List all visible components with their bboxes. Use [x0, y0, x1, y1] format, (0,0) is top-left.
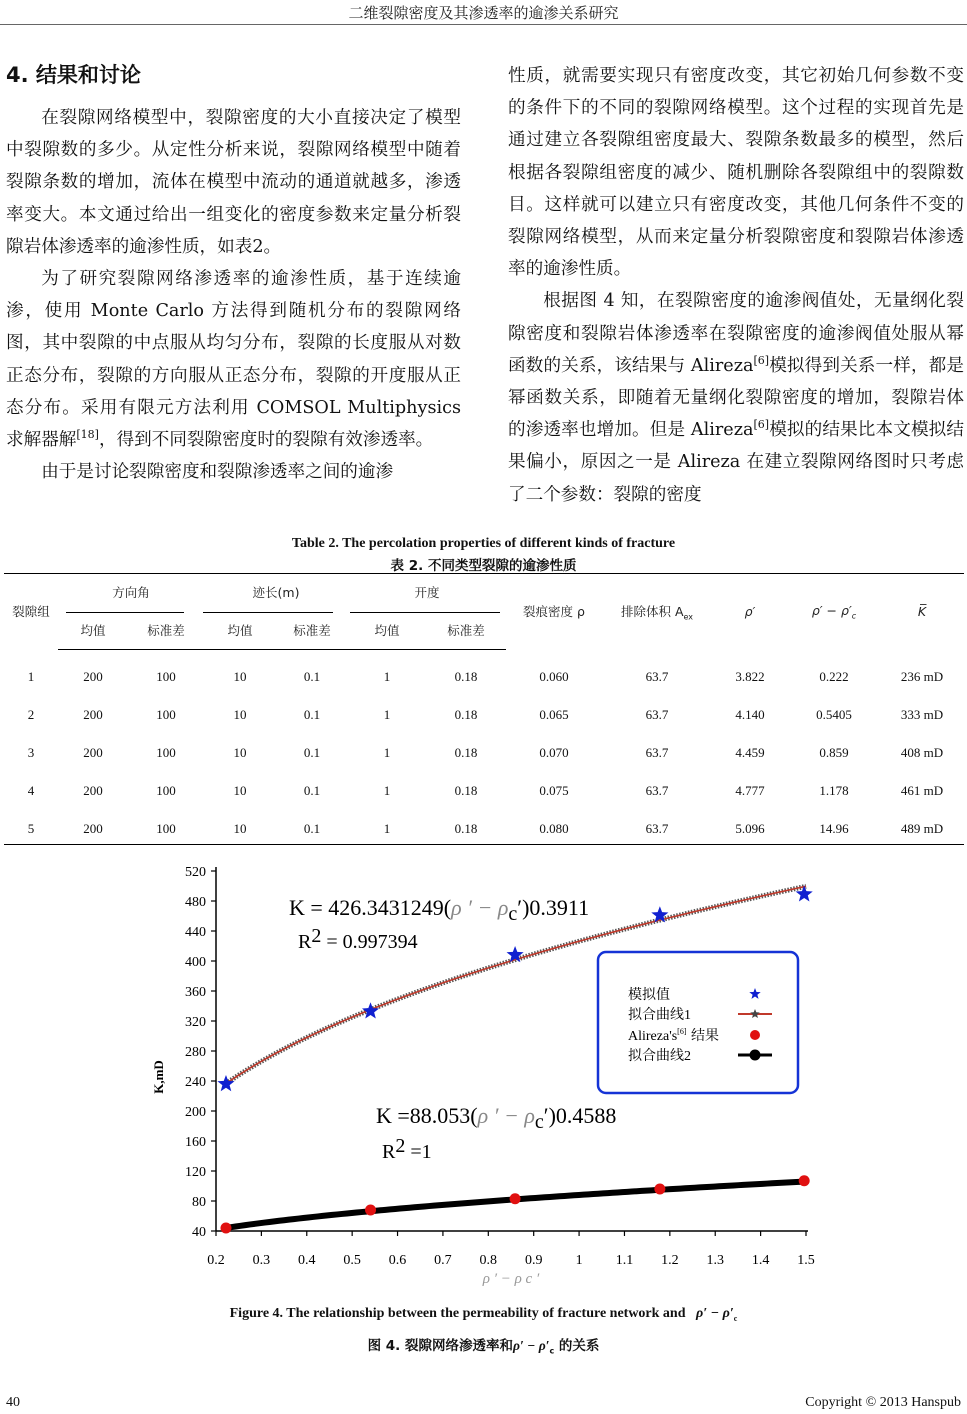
permeability-chart — [0, 855, 967, 1295]
table-cell: 4 — [27, 783, 35, 798]
table-cell: 0.1 — [303, 707, 321, 722]
y-tick-label: 520 — [185, 865, 206, 880]
equation-1-suffix: ′)0.3911 — [517, 895, 590, 920]
table-row — [4, 810, 964, 848]
y-axis-label: K,mD — [151, 1060, 166, 1094]
chart-legend — [598, 952, 798, 1093]
left-paragraph-2-text-b: ，得到不同裂隙密度时的裂隙有效渗透率。 — [98, 430, 434, 451]
table-cell: 4.777 — [735, 783, 765, 798]
table-cell: 200 — [83, 821, 103, 836]
table-caption-en: Table 2. The percolation properties of different kinds of fracture — [291, 536, 676, 551]
table-cell: 1 — [383, 669, 391, 684]
x-tick-label: 1.3 — [706, 1253, 724, 1268]
right-paragraph-2 — [508, 285, 964, 510]
header-orientation: 方向角 — [112, 585, 150, 600]
legend-label-simulated: 模拟值 — [628, 988, 670, 1003]
figure-caption-en-expr: ρ′ − ρ′ — [696, 1306, 734, 1321]
alireza-point — [510, 1193, 521, 1204]
header-mean: 均值 — [58, 611, 128, 650]
figure-caption-en-sub: c — [733, 1313, 738, 1323]
table-cell: 0.222 — [819, 668, 849, 684]
table-cell: 100 — [156, 821, 176, 836]
table-cell: 1 — [383, 745, 391, 760]
running-head: 二维裂隙密度及其渗透率的逾渗关系研究 — [348, 4, 619, 22]
table-cell: 333 mD — [900, 707, 944, 722]
table-row — [4, 772, 964, 810]
table-cell: 200 — [83, 745, 103, 760]
table-cell: 5 — [27, 821, 35, 836]
figure-caption-zh-text-b: 的关系 — [554, 1338, 600, 1354]
fit-curve-2 — [226, 1181, 806, 1227]
figure-caption-zh-expr: ρ′ − ρ′ — [513, 1338, 550, 1353]
figure-caption-zh-sub: c — [549, 1346, 555, 1356]
left-paragraph-2-text-a: 为了研究裂隙网络渗透率的逾渗性质，基于连续逾渗，使用 Monte Carlo 方法得到随机分布的裂隙网络图，其中裂隙的中点服从均匀分布，裂隙的长度服从对数正态分布，裂隙的方向服从正态分布，裂隙的开度服从正态分布。采用有限元方法利用 COMSOL Multiphysics 求解器解 — [6, 269, 461, 451]
equation-2-greek: ρ ′ − ρ — [477, 1103, 535, 1128]
x-tick-label: 0.4 — [298, 1253, 316, 1268]
y-tick-label: 480 — [185, 895, 206, 910]
r2-2-r: R — [382, 1141, 396, 1163]
header-excluded-volume — [602, 573, 712, 650]
y-tick-label: 120 — [185, 1165, 206, 1180]
y-tick-label: 200 — [185, 1105, 206, 1120]
table-cell: 63.7 — [645, 821, 669, 836]
equation-1-sub: c — [508, 903, 518, 925]
header-rule — [0, 24, 967, 25]
legend-label-alireza — [628, 1027, 719, 1044]
data-table — [4, 573, 964, 848]
x-tick-label: 0.9 — [524, 1253, 543, 1268]
left-paragraph-2 — [6, 263, 461, 456]
table-cell: 0.18 — [454, 783, 478, 798]
table-cell: 0.18 — [454, 669, 478, 684]
x-tick-label: 0.8 — [479, 1253, 498, 1268]
equation-2 — [376, 1103, 616, 1133]
equation-2-sub: c — [534, 1111, 544, 1133]
simulated-point — [217, 1075, 234, 1091]
table-cell: 2 — [27, 707, 35, 722]
table-cell: 100 — [156, 707, 176, 722]
table-cell: 100 — [156, 745, 176, 760]
figure-caption-zh-text-a: 图 4. 裂隙网络渗透率和 — [367, 1338, 514, 1354]
header-rho-prime: ρ′ — [744, 603, 756, 619]
table-cell: 0.065 — [539, 707, 569, 722]
table-cell: 0.18 — [454, 745, 478, 760]
table-cell: 200 — [83, 783, 103, 798]
table-cell: 4.459 — [735, 745, 765, 760]
r2-1-sup: 2 — [311, 925, 322, 947]
table-cell: 10 — [233, 821, 247, 836]
table-cell: 0.1 — [303, 821, 321, 836]
legend-marker-fit-2-dot — [750, 1050, 761, 1061]
table-cell: 0.859 — [819, 745, 849, 760]
y-tick-label: 280 — [185, 1045, 206, 1060]
x-tick-label: 0.2 — [207, 1253, 225, 1268]
right-paragraph-1: 性质，就需要实现只有密度改变，其它初始几何参数不变的条件下的不同的裂隙网络模型。这个过程的实现首先是通过建立各裂隙组密度最大、裂隙条数最多的模型，然后根据各裂隙组密度的减少、随机删除各裂隙组中的裂隙数目。这样就可以建立只有密度改变，其他几何条件不变的裂隙网络模型，从而来定量分析裂隙密度和裂隙岩体渗透率的逾渗性质。 — [508, 66, 964, 280]
left-column — [6, 60, 461, 488]
citation-6-a: [6] — [753, 353, 770, 367]
y-tick-label: 240 — [185, 1075, 206, 1090]
citation-18: [18] — [76, 428, 99, 442]
equation-1 — [289, 895, 589, 925]
table-cell: 200 — [83, 669, 103, 684]
table-cell: 0.1 — [303, 745, 321, 760]
x-tick-label: 1.5 — [797, 1253, 815, 1268]
table-cell: 63.7 — [645, 668, 669, 684]
y-tick-label: 440 — [185, 925, 206, 940]
alireza-point — [220, 1223, 231, 1234]
y-tick-label: 320 — [185, 1015, 206, 1030]
table-row — [4, 734, 964, 772]
table-cell: 5.096 — [735, 821, 765, 836]
x-tick-label: 1 — [575, 1253, 583, 1268]
table-cell: 1 — [383, 783, 391, 798]
right-paragraph-2-text-a: 根据图 4 知，在裂隙密度的逾渗阀值处，无量纲化裂隙密度和裂隙岩体渗透率在裂隙密度的逾渗阀值处服从幂函数的关系，该结果与 Alireza — [508, 291, 964, 376]
table-cell: 1 — [27, 668, 35, 684]
table-cell: 63.7 — [645, 745, 669, 760]
simulated-point — [362, 1002, 379, 1018]
legend-marker-alireza — [750, 1030, 760, 1040]
table-cell: 1.178 — [819, 783, 849, 798]
table-cell: 0.18 — [454, 707, 478, 722]
table-cell: 0.060 — [539, 668, 569, 684]
table-row — [4, 696, 964, 734]
header-rho-diff-sub: c — [851, 611, 857, 620]
table-cell: 10 — [233, 783, 247, 798]
citation-6-b: [6] — [753, 418, 770, 432]
table-cell: 14.96 — [819, 821, 849, 836]
x-tick-label: 1.1 — [615, 1253, 634, 1268]
figure-caption-en — [0, 1306, 967, 1323]
table-cell: 100 — [156, 669, 176, 684]
legend-alireza-name: Alireza's — [628, 1029, 678, 1044]
table-cell: 0.075 — [539, 783, 569, 798]
table-cell: 0.18 — [454, 821, 478, 836]
table-cell: 489 mD — [900, 821, 944, 836]
header-density: 裂痕密度 ρ — [523, 604, 585, 620]
table-cell: 461 mD — [900, 783, 944, 798]
legend-label-fit-1: 拟合曲线1 — [628, 1008, 691, 1023]
table-cell: 63.7 — [645, 707, 669, 722]
table-cell: 10 — [233, 669, 247, 684]
table-row — [4, 650, 964, 697]
alireza-point — [365, 1205, 376, 1216]
table-cell: 100 — [156, 783, 176, 798]
header-std: 标准差 — [426, 611, 506, 650]
header-mean: 均值 — [204, 611, 276, 650]
table-cell: 200 — [83, 707, 103, 722]
x-tick-label: 1.4 — [751, 1253, 770, 1268]
r2-1-value: = 0.997394 — [321, 931, 418, 953]
header-excluded-volume-text: 排除体积 A — [620, 603, 684, 619]
y-tick-label: 400 — [185, 955, 206, 970]
table-cell: 0.1 — [303, 669, 321, 684]
table-cell: 0.080 — [539, 821, 569, 836]
y-tick-label: 40 — [192, 1225, 206, 1240]
header-trace-length: 迹长(m) — [252, 585, 300, 600]
header-group: 裂隙组 — [12, 604, 50, 620]
header-k-bar: K̅ — [917, 603, 927, 619]
section-title: 4. 结果和讨论 — [6, 63, 141, 87]
table-cell: 236 mD — [900, 668, 944, 684]
legend-label-fit-2: 拟合曲线2 — [628, 1049, 691, 1064]
equation-1-greek: ρ ′ − ρ — [451, 895, 509, 920]
right-paragraph-2-text-b: 模拟得到关系一样，都是幂函数关系，即随着无量纲化裂隙密度的增加，裂隙岩体的渗透率也增加。但是 Alireza — [508, 355, 964, 441]
table-cell: 1 — [383, 821, 391, 836]
table-cell: 0.5405 — [816, 707, 852, 722]
table-cell: 0.1 — [303, 783, 321, 798]
copyright: Copyright © 2013 Hanspub — [805, 1395, 961, 1410]
r2-1-r: R — [298, 931, 312, 953]
legend-alireza-ref: [6] — [677, 1027, 687, 1036]
x-tick-label: 1.2 — [661, 1253, 679, 1268]
table-cell: 4.140 — [735, 707, 765, 722]
table-cell: 1 — [383, 707, 391, 722]
equation-2-suffix: ′)0.4588 — [543, 1103, 617, 1128]
alireza-point — [799, 1175, 810, 1186]
header-aperture: 开度 — [414, 585, 440, 600]
y-tick-label: 160 — [185, 1135, 206, 1150]
left-paragraph-3: 由于是讨论裂隙密度和裂隙渗透率之间的逾渗 — [41, 462, 394, 483]
x-tick-label: 0.3 — [252, 1253, 271, 1268]
r2-2-sup: 2 — [395, 1135, 406, 1157]
x-tick-label: 0.7 — [434, 1253, 452, 1268]
table-cell: 0.070 — [539, 745, 569, 760]
table-cell: 408 mD — [900, 745, 944, 760]
r-squared-1 — [298, 925, 418, 953]
y-tick-label: 80 — [192, 1195, 206, 1210]
equation-2-prefix: K =88.053( — [376, 1103, 478, 1128]
page-number: 40 — [6, 1395, 20, 1410]
table-cell: 63.7 — [645, 783, 669, 798]
alireza-point — [654, 1184, 665, 1195]
figure-caption-zh — [0, 1334, 967, 1356]
equation-1-prefix: K = 426.3431249( — [289, 895, 452, 920]
x-tick-label: 0.6 — [388, 1253, 407, 1268]
header-rho-diff-text: ρ′ − ρ′ — [811, 602, 852, 618]
header-rho-diff — [788, 573, 880, 650]
table-cell: 3 — [27, 745, 35, 760]
table-cell: 10 — [233, 707, 247, 722]
header-std: 标准差 — [128, 611, 204, 650]
header-excluded-volume-sub: ex — [683, 612, 694, 621]
x-tick-label: 0.5 — [343, 1253, 361, 1268]
table-cell: 3.822 — [735, 668, 765, 684]
right-column — [508, 60, 964, 511]
legend-alireza-suffix: 结果 — [686, 1028, 719, 1044]
table-caption-zh: 表 2. 不同类型裂隙的逾渗性质 — [390, 558, 577, 574]
r2-2-value: =1 — [405, 1141, 432, 1163]
right-paragraph-2-text-c: 模拟的结果比本文模拟结果偏小，原因之一是 Alireza 在建立裂隙网络图时只考虑了二个参数：裂隙的密度 — [508, 420, 964, 505]
header-std: 标准差 — [276, 611, 348, 650]
y-tick-label: 360 — [185, 985, 206, 1000]
x-axis-label: ρ ′ − ρ c ′ — [482, 1271, 540, 1287]
header-mean: 均值 — [348, 611, 426, 650]
r-squared-2 — [382, 1135, 432, 1163]
figure-caption-en-text: Figure 4. The relationship between the permeability of fracture network and — [229, 1306, 686, 1321]
table-cell: 10 — [233, 745, 247, 760]
left-paragraph-1: 在裂隙网络模型中，裂隙密度的大小直接决定了模型中裂隙数的多少。从定性分析来说，裂隙网络模型中随着裂隙条数的增加，流体在模型中流动的通道就越多，渗透率变大。本文通过给出一组变化的密度参数来定量分析裂隙岩体渗透率的逾渗性质，如表2。 — [6, 108, 461, 257]
